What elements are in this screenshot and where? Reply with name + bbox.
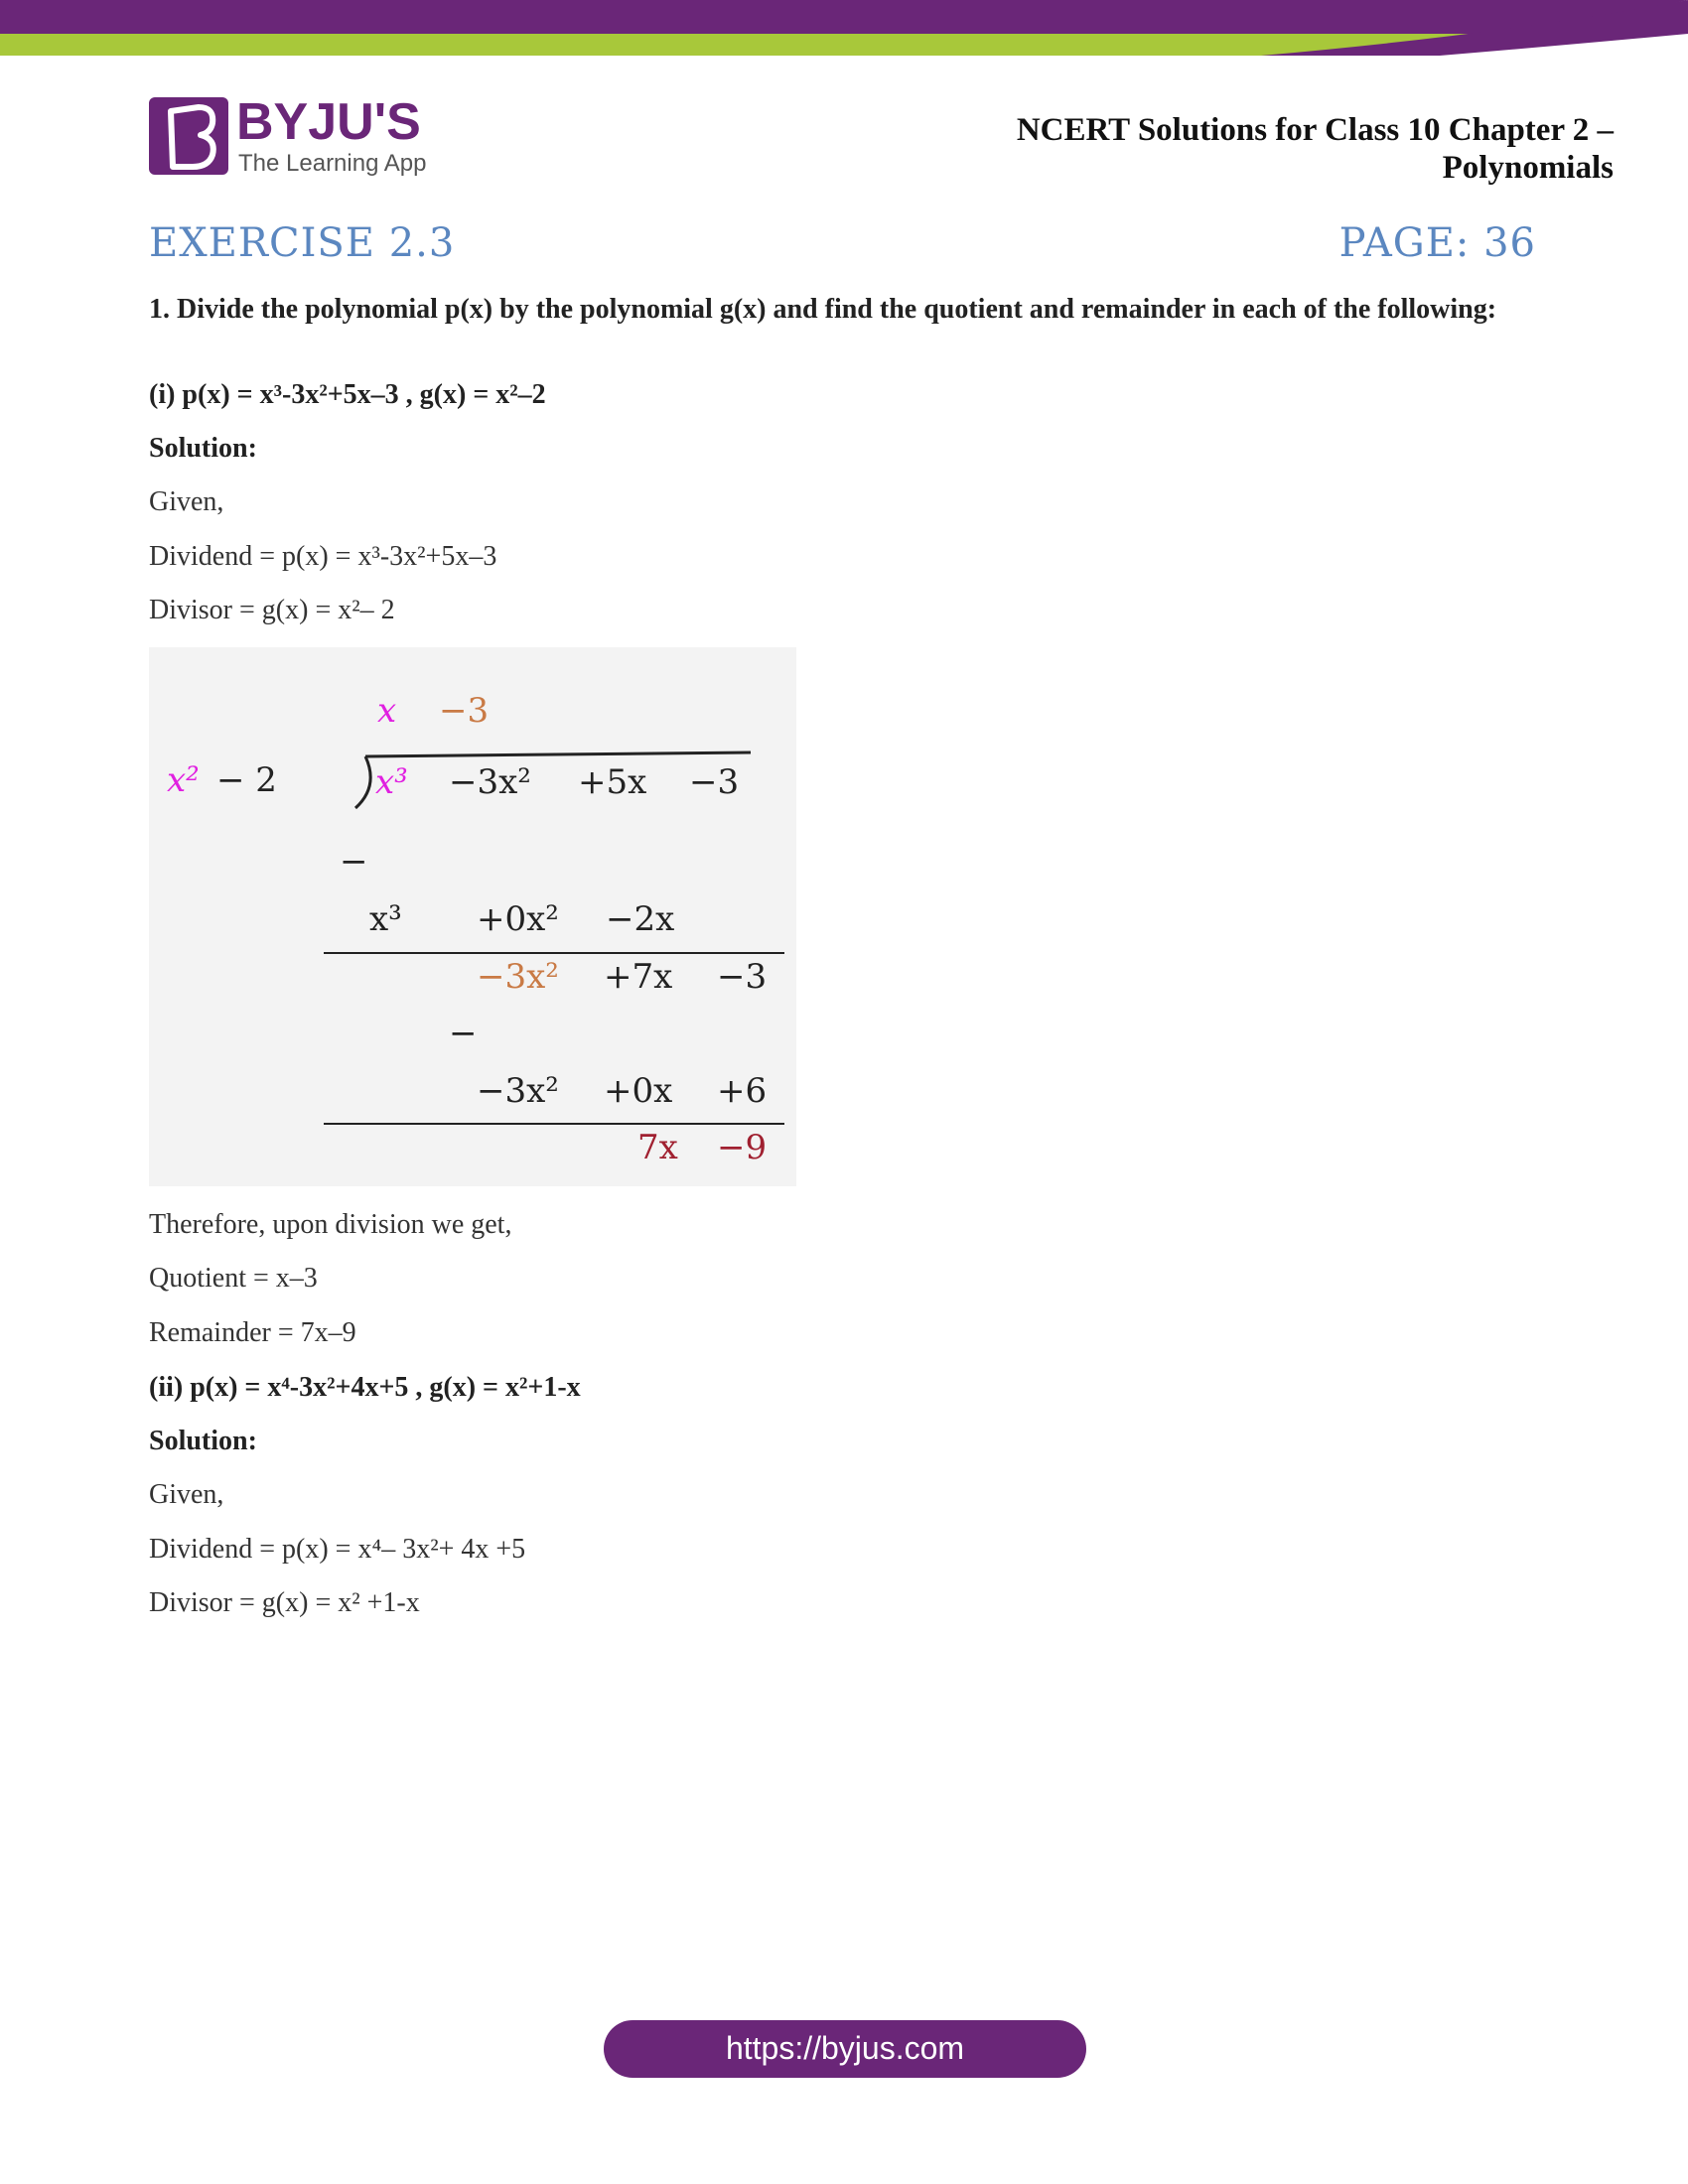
long-division-figure	[149, 647, 796, 1186]
part-ii-label: (ii) p(x) = x⁴-3x²+4x+5 , g(x) = x²+1-x	[149, 1372, 581, 1403]
question-1: 1. Divide the polynomial p(x) by the polynomial g(x) and find the quotient and remainder in each of the following:	[149, 294, 1497, 325]
remainder-1-term-1: −3x²	[477, 957, 559, 997]
divisor-variable: x²	[167, 760, 200, 800]
subtract-1-term-1: x³	[369, 899, 402, 939]
solution-heading-1: Solution:	[149, 433, 257, 464]
subtract-2-term-2: +0x	[604, 1071, 673, 1111]
byjus-logo	[149, 95, 437, 181]
document-title-line2: Polynomials	[1442, 150, 1614, 186]
subtract-1-term-3: −2x	[606, 899, 675, 939]
dividend-term-4: −3	[689, 762, 740, 802]
given-1: Given,	[149, 486, 224, 517]
quotient-term-2: −3	[439, 691, 490, 731]
minus-sign-2: −	[449, 1014, 478, 1053]
subtract-1-term-2: +0x²	[477, 899, 559, 939]
part-i-label: (i) p(x) = x³-3x²+5x–3 , g(x) = x²–2	[149, 379, 546, 410]
quotient-term-1: x	[377, 691, 397, 731]
page-number: PAGE: 36	[1338, 220, 1536, 266]
dividend-2: Dividend = p(x) = x⁴– 3x²+ 4x +5	[149, 1534, 526, 1565]
quotient-result: Quotient = x–3	[149, 1263, 318, 1294]
dividend-term-3: +5x	[578, 762, 647, 802]
dividend-1: Dividend = p(x) = x³-3x²+5x–3	[149, 541, 497, 572]
subtract-2-term-3: +6	[717, 1071, 768, 1111]
document-title-line1: NCERT Solutions for Class 10 Chapter 2 –	[1016, 112, 1614, 148]
website-link[interactable]: https://byjus.com	[604, 2020, 1086, 2078]
brand-tagline: The Learning App	[238, 150, 427, 177]
final-remainder-term-2: −9	[717, 1128, 768, 1167]
given-2: Given,	[149, 1479, 224, 1510]
header-curve-decoration	[1261, 0, 1688, 58]
divisor-2: Divisor = g(x) = x² +1-x	[149, 1587, 420, 1618]
remainder-1-term-2: +7x	[604, 957, 673, 997]
remainder-result: Remainder = 7x–9	[149, 1317, 356, 1348]
exercise-heading: EXERCISE 2.3	[149, 220, 456, 266]
dividend-term-1: x³	[375, 762, 408, 802]
therefore-text: Therefore, upon division we get,	[149, 1209, 512, 1240]
solution-heading-2: Solution:	[149, 1426, 257, 1456]
minus-sign-1: −	[340, 842, 368, 882]
brand-name: BYJU'S	[236, 95, 421, 151]
document-title	[899, 111, 1614, 187]
final-remainder-term-1: 7x	[637, 1128, 678, 1167]
dividend-term-2: −3x²	[449, 762, 531, 802]
subtract-2-term-1: −3x²	[477, 1071, 559, 1111]
divisor-1: Divisor = g(x) = x²– 2	[149, 595, 395, 625]
remainder-1-term-3: −3	[717, 957, 768, 997]
divisor-constant: − 2	[216, 760, 277, 800]
